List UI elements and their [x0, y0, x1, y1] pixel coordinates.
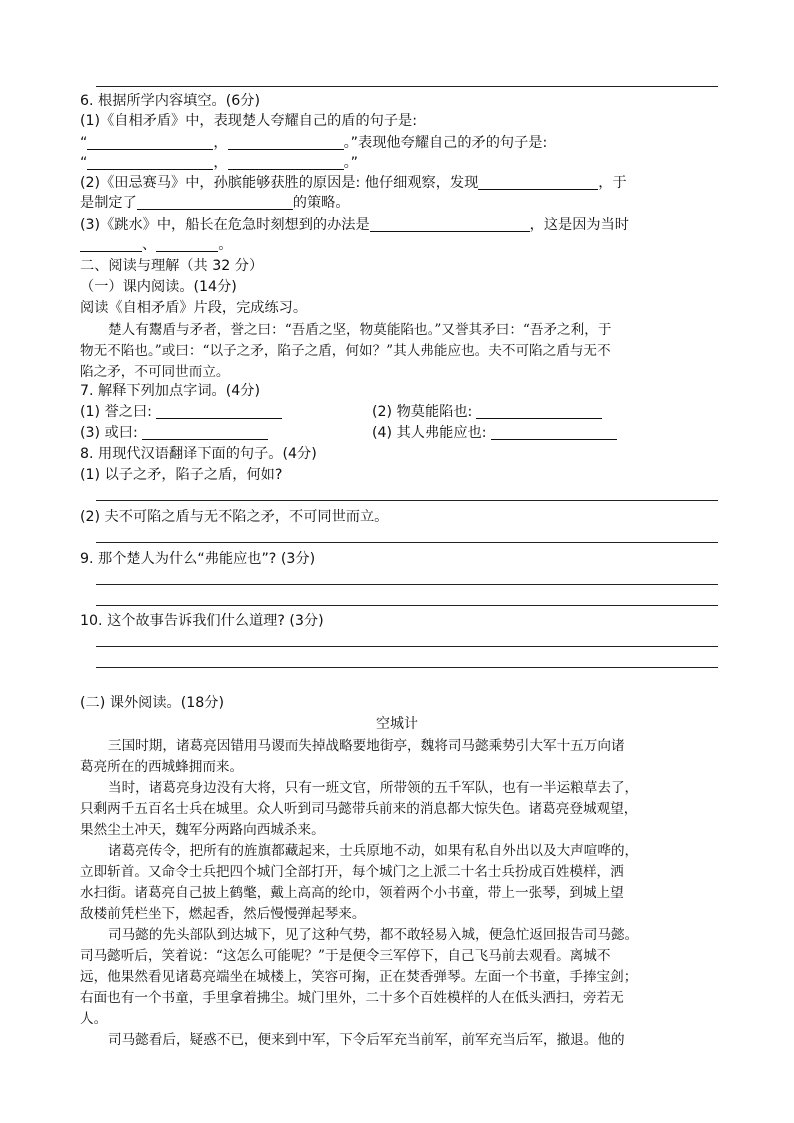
answer-line[interactable] — [96, 542, 718, 543]
answer-line[interactable] — [96, 605, 718, 606]
story-line: 人。 — [80, 1011, 108, 1027]
story-line: 水扫街。诸葛亮自己披上鹤氅，戴上高高的纶巾，领着两个小书童，带上一张琴，到城上望 — [80, 885, 624, 901]
q7-title: 7. 解释下列加点字词。(4分) — [80, 383, 261, 399]
q6-blank-5[interactable] — [478, 175, 598, 190]
q6-part3-cont: 、 。 — [80, 235, 232, 255]
answer-line[interactable] — [96, 646, 718, 647]
section-heading: 二、阅读与理解（共 32 分） — [80, 258, 264, 274]
subsection-heading: （一）课内阅读。(14分) — [80, 279, 237, 295]
story-line: 司马懿看后，疑惑不已，便来到中军，下令后军充当前军，前军充当后军，撤退。他的 — [108, 1032, 625, 1048]
q8-sentence-2: (2) 夫不可陷之盾与无不陷之矛，不可同世而立。 — [80, 509, 389, 525]
story-line: 司马懿听后，笑着说：“这怎么可能呢？”于是便令三军停下，自己飞马前去观看。离城不 — [80, 948, 611, 964]
q7-item-4: (4) 其人弗能应也: — [372, 423, 617, 443]
story-title: 空城计 — [376, 716, 418, 732]
q6-blank-3[interactable] — [87, 155, 213, 170]
q8-sentence-1: (1) 以子之矛，陷子之盾，何如? — [80, 467, 283, 483]
q6-part3: (3)《跳水》中，船长在危急时刻想到的办法是 ，这是因为当时 — [80, 217, 629, 233]
q7-blank-2[interactable] — [476, 404, 602, 419]
q6-part2: (2)《田忌赛马》中，孙膑能够获胜的原因是: 他仔细观察，发现 ，于 — [80, 175, 627, 191]
q7-item-1: (1) 誉之曰: — [80, 402, 282, 422]
q6-blank-2[interactable] — [228, 135, 344, 150]
q6-line2: “ ， 。” — [80, 155, 359, 171]
q7-item-2: (2) 物莫能陷也: — [372, 402, 602, 422]
q6-line1: “ ， 。”表现他夸耀自己的矛的句子是: — [80, 135, 548, 151]
q9-title: 9. 那个楚人为什么“弗能应也”? (3分) — [80, 551, 316, 567]
story-line: 诸葛亮传令，把所有的旌旗都藏起来，士兵原地不动，如果有私自外出以及大声喧哗的， — [108, 843, 639, 859]
answer-line[interactable] — [96, 584, 718, 585]
q7-blank-3[interactable] — [142, 425, 268, 440]
passage-line: 陷之矛，不可同世而立。 — [80, 364, 230, 380]
passage-line: 楚人有鬻盾与矛者，誉之曰：“吾盾之坚，物莫能陷也。”又誉其矛曰：“吾矛之利，于 — [108, 322, 612, 338]
story-line: 右面也有一个书童，手里拿着拂尘。城门里外，二十多个百姓模样的人在低头洒扫，旁若无 — [80, 990, 624, 1006]
subsection-heading: (二) 课外阅读。(18分) — [80, 695, 225, 711]
story-line: 果然尘土冲天，魏军分两路向西城杀来。 — [80, 822, 325, 838]
q6-blank-6[interactable] — [137, 195, 293, 210]
q7-blank-4[interactable] — [491, 425, 617, 440]
reading-instruction: 阅读《自相矛盾》片段，完成练习。 — [80, 300, 308, 316]
story-line: 立即斩首。又命令士兵把四个城门全部打开，每个城门之上派二十名士兵扮成百姓模样，洒 — [80, 864, 624, 880]
q7-blank-1[interactable] — [156, 404, 282, 419]
q6-blank-8[interactable] — [80, 237, 142, 252]
q10-title: 10. 这个故事告诉我们什么道理? (3分) — [80, 613, 324, 629]
story-line: 远，他果然看见诸葛亮端坐在城楼上，笑容可掬，正在焚香弹琴。左面一个书童，手捧宝剑； — [80, 969, 638, 985]
story-line: 只剩两千五百名士兵在城里。众人听到司马懿带兵前来的消息都大惊失色。诸葛亮登城观望， — [80, 801, 638, 817]
q6-part2-cont: 是制定了 的策略。 — [80, 195, 350, 211]
answer-line[interactable] — [96, 86, 718, 87]
passage-line: 物无不陷也。”或曰：“以子之矛，陷子之盾，何如？”其人弗能应也。夫不可陷之盾与无不 — [80, 343, 611, 359]
story-line: 司马懿的先头部队到达城下，见了这种气势，都不敢轻易入城，便急忙返回报告司马懿。 — [108, 927, 639, 943]
story-line: 敌楼前凭栏坐下，燃起香，然后慢慢弹起琴来。 — [80, 906, 366, 922]
q6-part1: (1)《自相矛盾》中，表现楚人夸耀自己的盾的句子是: — [80, 113, 418, 129]
story-line: 当时，诸葛亮身边没有大将，只有一班文官，所带领的五千军队，也有一半运粮草去了， — [108, 780, 639, 796]
q6-blank-9[interactable] — [156, 237, 218, 252]
q8-title: 8. 用现代汉语翻译下面的句子。(4分) — [80, 446, 317, 462]
q6-title: 6. 根据所学内容填空。(6分) — [80, 93, 261, 109]
answer-line[interactable] — [96, 667, 718, 668]
q6-blank-7[interactable] — [370, 217, 530, 232]
q6-blank-1[interactable] — [87, 135, 213, 150]
q7-item-3: (3) 或曰: — [80, 423, 268, 443]
answer-line[interactable] — [96, 500, 718, 501]
story-line: 葛亮所在的西城蜂拥而来。 — [80, 759, 244, 775]
q6-blank-4[interactable] — [228, 155, 344, 170]
story-line: 三国时期，诸葛亮因错用马谡而失掉战略要地街亭，魏将司马懿乘势引大军十五万向诸 — [108, 738, 625, 754]
